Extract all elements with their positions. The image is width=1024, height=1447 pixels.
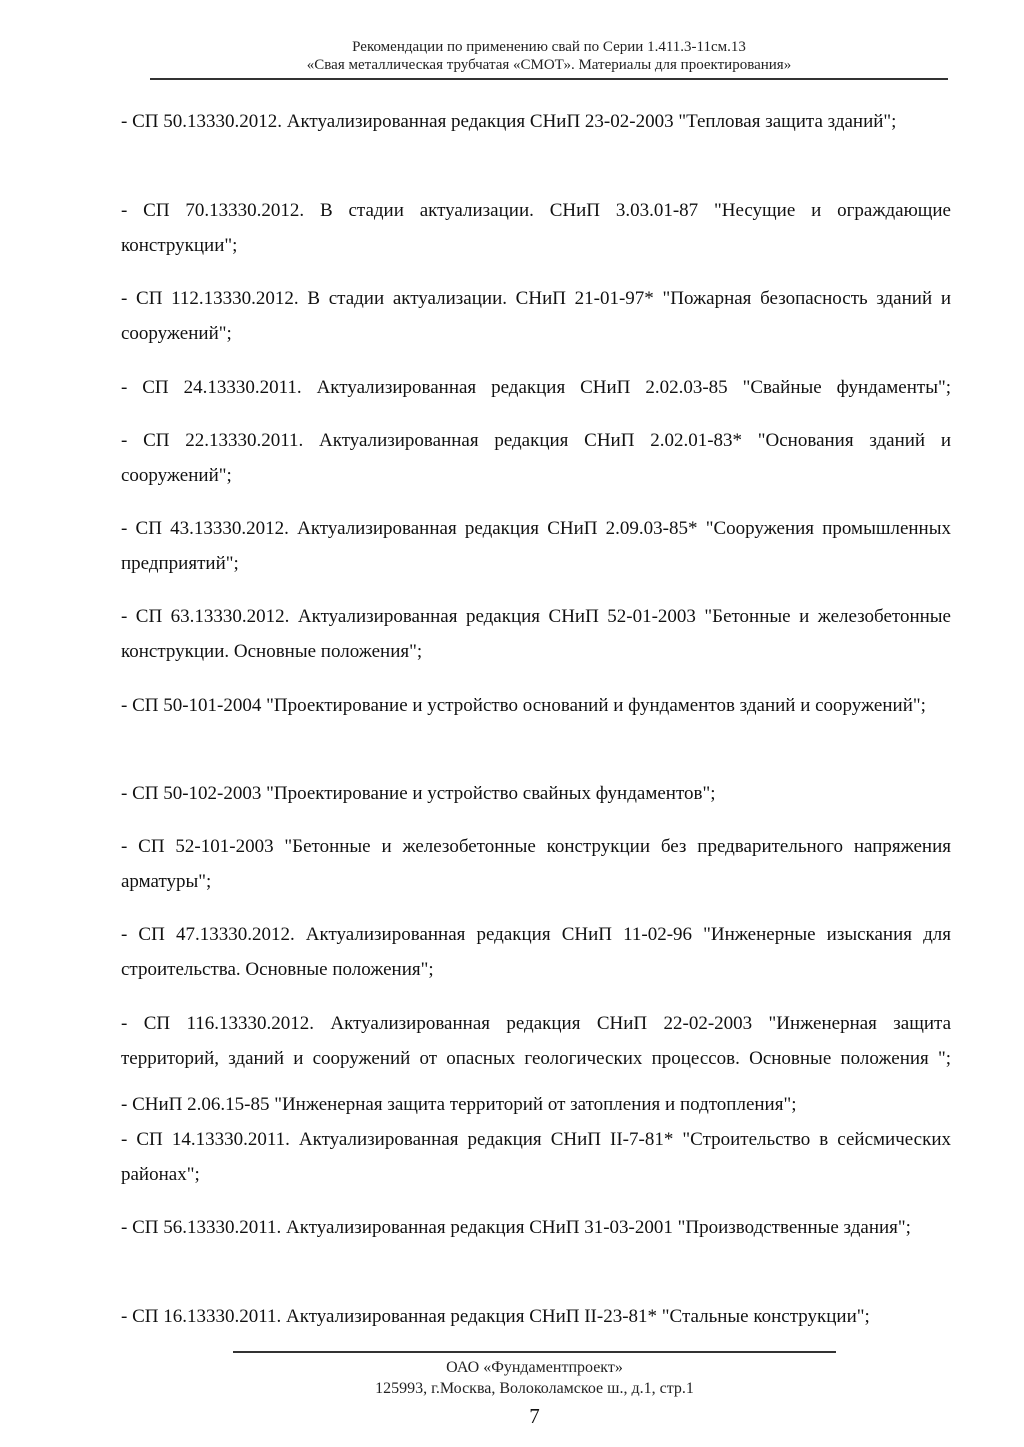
footer-rule: [233, 1351, 836, 1353]
list-item: - СП 50-102-2003 "Проектирование и устройство свайных фундаментов";: [121, 783, 716, 804]
list-item: - СП 47.13330.2012. Актуализированная редакция СНиП 11-02-96 "Инженерные изыскания для строительства. Основные положения";: [121, 924, 951, 980]
list-item: - СП 56.13330.2011. Актуализированная редакция СНиП 31-03-2001 "Производственные здания";: [121, 1217, 911, 1238]
list-item: - СП 116.13330.2012. Актуализированная редакция СНиП 22-02-2003 "Инженерная защита территорий, зданий и сооружений от опасных геологических процессов. Основные положения ";: [121, 1013, 951, 1069]
list-item: - СП 24.13330.2011. Актуализированная редакция СНиП 2.02.03-85 "Свайные фундаменты";: [121, 377, 951, 398]
list-item: - СП 52-101-2003 "Бетонные и железобетонные конструкции без предварительного напряжения арматуры";: [121, 836, 951, 892]
header-rule: [150, 78, 948, 80]
list-item: - СП 70.13330.2012. В стадии актуализации. СНиП 3.03.01-87 "Несущие и ограждающие конструкции";: [121, 200, 951, 256]
list-item: - СП 50-101-2004 "Проектирование и устройство оснований и фундаментов зданий и сооружений";: [121, 695, 926, 716]
list-item: - СП 22.13330.2011. Актуализированная редакция СНиП 2.02.01-83* "Основания зданий и сооружений";: [121, 430, 951, 486]
header-line-2: «Свая металлическая трубчатая «СМОТ». Материалы для проектирования»: [306, 57, 792, 73]
header-line-1: Рекомендации по применению свай по Серии 1.411.3-11см.13: [352, 39, 746, 55]
footer-org: ОАО «Фундаментпроект»: [446, 1359, 623, 1376]
footer-address: 125993, г.Москва, Волоколамское ш., д.1, стр.1: [375, 1380, 694, 1397]
list-item: - СП 43.13330.2012. Актуализированная редакция СНиП 2.09.03-85* "Сооружения промышленных предприятий";: [121, 518, 951, 574]
page-footer: [233, 1357, 836, 1399]
page-header: [150, 38, 948, 74]
list-item: - СП 50.13330.2012. Актуализированная редакция СНиП 23-02-2003 "Тепловая защита зданий";: [121, 111, 897, 132]
list-item: - СП 14.13330.2011. Актуализированная редакция СНиП II-7-81* "Строительство в сейсмических районах";: [121, 1129, 951, 1185]
list-item: - СП 112.13330.2012. В стадии актуализации. СНиП 21-01-97* "Пожарная безопасность зданий и сооружений";: [121, 288, 951, 344]
list-item: - СП 63.13330.2012. Актуализированная редакция СНиП 52-01-2003 "Бетонные и железобетонные конструкции. Основные положения";: [121, 606, 951, 662]
list-item: - СНиП 2.06.15-85 "Инженерная защита территорий от затопления и подтопления";: [121, 1094, 797, 1115]
list-item: - СП 16.13330.2011. Актуализированная редакция СНиП II-23-81* "Стальные конструкции";: [121, 1306, 870, 1327]
page-number: 7: [529, 1404, 540, 1428]
